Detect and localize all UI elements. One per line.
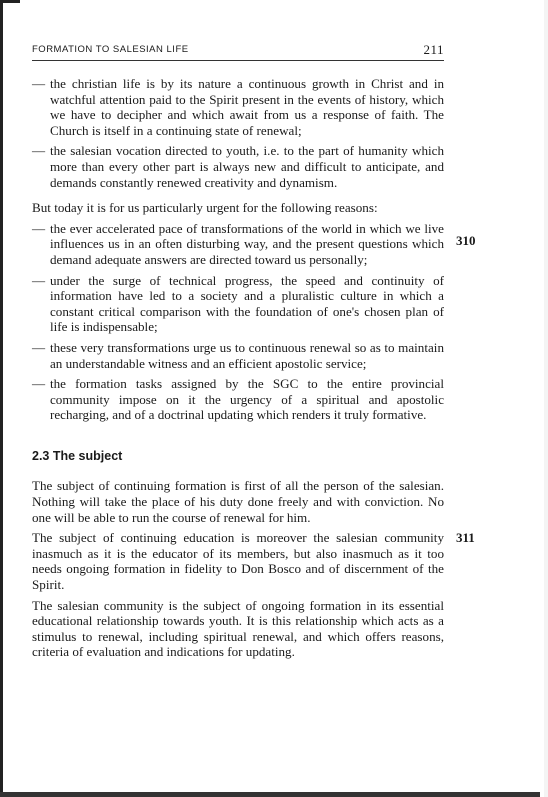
paragraph-reasons: But today it is for us particularly urgent for the following reasons: — [32, 200, 378, 216]
list-item — [32, 143, 444, 190]
paragraph: The salesian community is the subject of ongoing formation in its essential educational relationship towards youth. It is this relationship which acts as a stimulus to renewal, including spiritual renewal, and which offers reasons, criteria of evaluation and indications for updating. — [32, 597, 444, 660]
dash-bullet: — — [32, 76, 46, 91]
running-head-title: FORMATION TO SALESIAN LIFE — [32, 44, 189, 55]
list-item-text: the formation tasks assigned by the SGC to the entire provincial community impose on it the urgency of a spiritual and apostolic recharging, and of a doctrinal updating which renders it truly formative. — [50, 376, 444, 423]
scan-edge-top — [0, 0, 20, 3]
list-item — [32, 221, 444, 268]
paragraph: The subject of continuing education is moreover the salesian community inasmuch as it is the educator of its members, but also inasmuch as it too needs ongoing formation in fidelity to Don Bosco and of discernment of the Spirit. — [32, 530, 444, 593]
list-item-text: the christian life is by its nature a continuous growth in Christ and in watchful attention paid to the Spirit present in the events of history, which we have to decipher and which await from us a response of faith. The Church is itself in a continuing state of renewal; — [50, 76, 444, 138]
scan-edge-left — [0, 0, 3, 797]
page-number: 211 — [423, 42, 444, 57]
margin-number-310: 310 — [456, 233, 476, 248]
list-item-text: the ever accelerated pace of transformations of the world in which we live influences us in an often disturbing way, and the present questions which demand adequate answers are directed toward us personally; — [50, 220, 444, 267]
scan-edge-right — [544, 0, 548, 797]
dash-bullet: — — [32, 272, 46, 288]
list-item — [32, 76, 444, 138]
paragraph: The subject of continuing formation is first of all the person of the salesian. Nothing will take the place of his duty done freely and with conviction. No one will be able to run the course of renewal for him. — [32, 478, 444, 525]
list-item — [32, 273, 444, 335]
header-rule — [32, 60, 444, 61]
body-text — [32, 76, 444, 665]
list-item-text: these very transformations urge us to continuous renewal so as to maintain an understandable witness and an efficient apostolic service; — [50, 339, 444, 371]
list-item — [32, 376, 444, 423]
section-heading: 2.3 The subject — [32, 448, 123, 463]
list-item-text: under the surge of technical progress, the speed and continuity of information have led to a society and a pluralistic culture in which a constant critical comparison with the foundation of one's chosen plan of life is indispensable; — [50, 272, 444, 335]
dash-bullet: — — [32, 143, 46, 159]
dash-bullet: — — [32, 220, 46, 236]
dash-bullet: — — [32, 376, 46, 392]
list-item — [32, 340, 444, 371]
list-item-text: the salesian vocation directed to youth, i.e. to the part of humanity which more than every other part is always new and difficult to anticipate, and demands constantly renewed creativity and dynamism. — [50, 143, 444, 190]
margin-number-311: 311 — [456, 530, 475, 545]
scan-edge-bottom — [0, 792, 540, 797]
dash-bullet: — — [32, 339, 46, 355]
